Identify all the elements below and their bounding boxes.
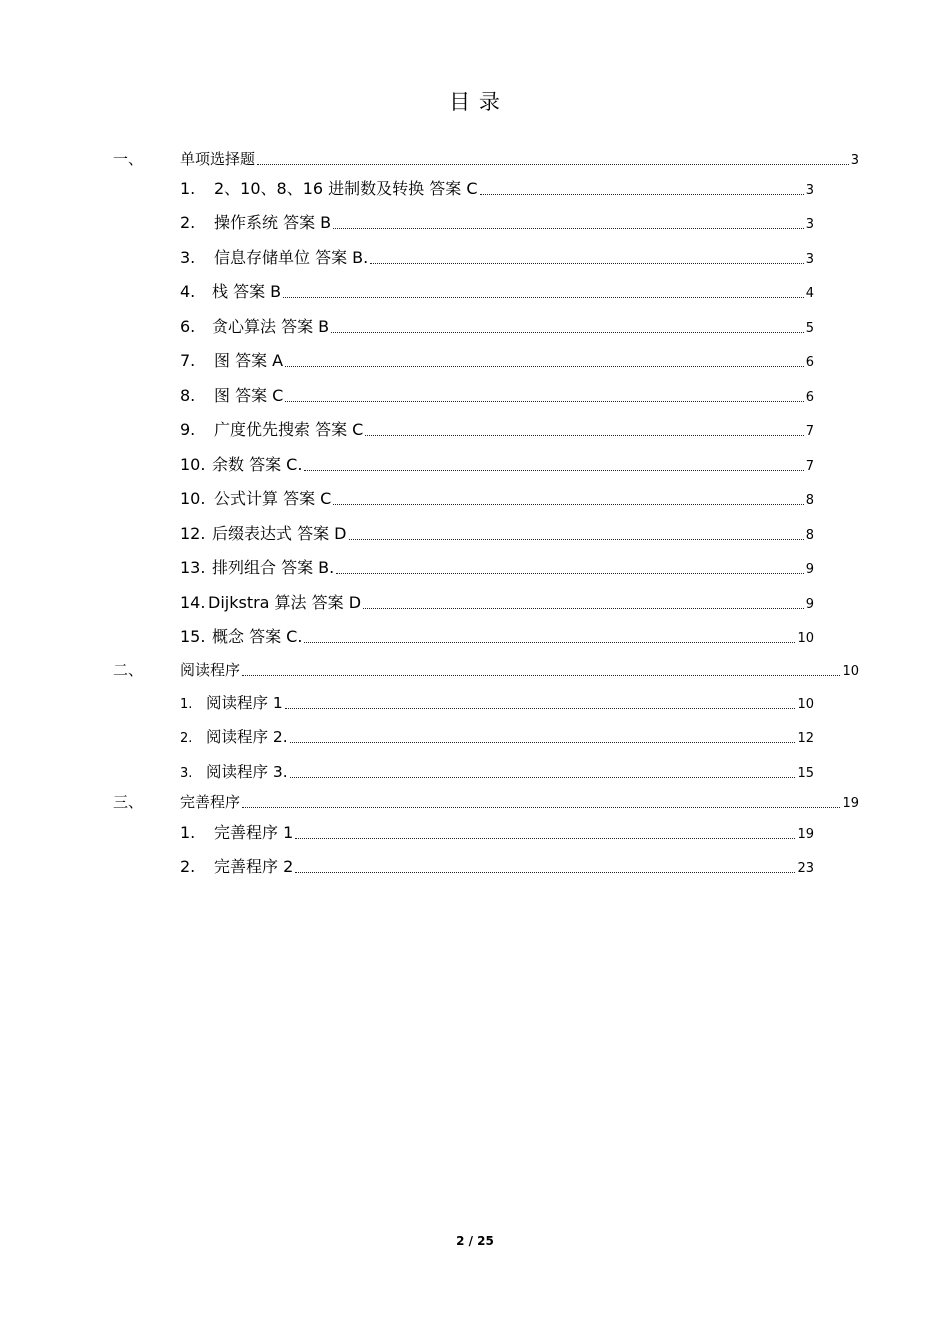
toc-label: 信息存储单位 答案 B. [214, 248, 369, 267]
toc-number: 10. [180, 455, 206, 474]
toc-entry[interactable] [180, 691, 814, 713]
toc-entry[interactable] [180, 521, 814, 544]
toc-label: 图 答案 A [214, 351, 284, 370]
toc-entry[interactable] [180, 348, 814, 371]
toc-number: 12. [180, 524, 206, 543]
toc-page-number: 3 [805, 217, 814, 232]
toc-page-number: 12 [797, 731, 814, 746]
toc-label: 余数 答案 C. [212, 455, 303, 474]
toc-label: 完善程序 2 [214, 857, 294, 876]
dot-leader [285, 365, 804, 367]
toc-number: 2. [180, 857, 196, 876]
dot-leader [333, 503, 803, 505]
toc-entry[interactable] [180, 452, 814, 475]
toc-number: 8. [180, 386, 196, 405]
dot-leader [304, 641, 795, 643]
toc-page-number: 8 [805, 493, 814, 508]
toc-page-number: 6 [805, 355, 814, 370]
toc-label: Dijkstra 算法 答案 D [208, 593, 362, 612]
dot-leader [304, 469, 803, 471]
toc-entry[interactable] [180, 820, 814, 843]
toc-label: 操作系统 答案 B [214, 213, 332, 232]
dot-leader [295, 837, 795, 839]
toc-number: 9. [180, 420, 196, 439]
toc-label: 完善程序 1 [214, 823, 294, 842]
dot-leader [242, 806, 840, 808]
toc-number: 2. [180, 213, 196, 232]
toc-number: 3. [180, 766, 193, 781]
toc-label: 2、10、8、16 进制数及转换 答案 C [214, 179, 478, 198]
dot-leader [336, 572, 803, 574]
dot-leader [285, 707, 796, 709]
toc-page-number: 8 [805, 528, 814, 543]
toc-entry[interactable] [180, 383, 814, 406]
toc-number: 13. [180, 558, 206, 577]
dot-leader [290, 776, 796, 778]
toc-page-number: 5 [805, 321, 814, 336]
toc-page-number: 23 [797, 861, 814, 876]
toc-entry[interactable] [180, 279, 814, 302]
toc-entry[interactable] [180, 486, 814, 509]
toc-label: 贪心算法 答案 B [212, 317, 330, 336]
toc-number: 三、 [113, 793, 144, 811]
toc-number: 2. [180, 731, 193, 746]
toc-entry[interactable] [180, 314, 814, 337]
toc-page-number: 10 [797, 631, 814, 646]
dot-leader [285, 400, 803, 402]
toc-entry-section-2[interactable] [113, 659, 859, 680]
toc-label: 概念 答案 C. [212, 627, 303, 646]
toc-number: 4. [180, 282, 196, 301]
toc-label: 单项选择题 [180, 150, 256, 168]
dot-leader [349, 538, 804, 540]
toc-number: 一、 [113, 150, 144, 168]
page-title: 目 录 [449, 90, 501, 114]
toc-entry-section-3[interactable] [113, 791, 859, 812]
toc-page-number: 7 [805, 459, 814, 474]
toc-number: 二、 [113, 661, 144, 679]
toc-page-number: 9 [805, 597, 814, 612]
toc-number: 1. [180, 823, 196, 842]
toc-page-number: 7 [805, 424, 814, 439]
toc-number: 1. [180, 697, 193, 712]
dot-leader [370, 262, 803, 264]
toc-entry[interactable] [180, 555, 814, 578]
toc-entry[interactable] [180, 417, 814, 440]
dot-leader [283, 296, 804, 298]
dot-leader [365, 434, 803, 436]
toc-label: 后缀表达式 答案 D [212, 524, 347, 543]
toc-number: 15. [180, 627, 206, 646]
toc-page-number: 9 [805, 562, 814, 577]
toc-page-number: 3 [805, 183, 814, 198]
dot-leader [363, 607, 804, 609]
toc-number: 6. [180, 317, 196, 336]
page-footer-number: 2 / 25 [456, 1234, 494, 1248]
toc-label: 阅读程序 [180, 661, 241, 679]
toc-entry[interactable] [180, 854, 814, 877]
toc-page-number: 19 [842, 796, 859, 811]
toc-number: 3. [180, 248, 196, 267]
toc-page-number: 10 [797, 697, 814, 712]
toc-number: 10. [180, 489, 206, 508]
toc-label: 公式计算 答案 C [214, 489, 332, 508]
toc-page-number: 19 [797, 827, 814, 842]
toc-label: 广度优先搜索 答案 C [214, 420, 364, 439]
toc-number: 1. [180, 179, 196, 198]
toc-label: 阅读程序 1 [206, 694, 283, 712]
toc-number: 14. [180, 593, 206, 612]
toc-label: 阅读程序 3. [206, 763, 288, 781]
toc-entry[interactable] [180, 590, 814, 613]
dot-leader [331, 331, 804, 333]
toc-page-number: 3 [805, 252, 814, 267]
toc-page-number: 6 [805, 390, 814, 405]
dot-leader [257, 163, 849, 165]
toc-label: 图 答案 C [214, 386, 284, 405]
toc-label: 阅读程序 2. [206, 728, 288, 746]
dot-leader [242, 674, 840, 676]
toc-label: 排列组合 答案 B. [212, 558, 335, 577]
toc-page-number: 15 [797, 766, 814, 781]
toc-label: 栈 答案 B [212, 282, 282, 301]
toc-entry[interactable] [180, 210, 814, 233]
toc-entry[interactable] [180, 624, 814, 647]
dot-leader [333, 227, 804, 229]
toc-label: 完善程序 [180, 793, 241, 811]
dot-leader [290, 741, 796, 743]
toc-page-number: 10 [842, 664, 859, 679]
toc-entry-section-1[interactable] [113, 148, 859, 169]
dot-leader [480, 193, 804, 195]
dot-leader [295, 871, 795, 873]
toc-number: 7. [180, 351, 196, 370]
toc-entry[interactable] [180, 176, 814, 199]
toc-page-number: 4 [805, 286, 814, 301]
toc-entry[interactable] [180, 760, 814, 782]
toc-entry[interactable] [180, 725, 814, 747]
toc-page-number: 3 [850, 153, 859, 168]
toc-entry[interactable] [180, 245, 814, 268]
